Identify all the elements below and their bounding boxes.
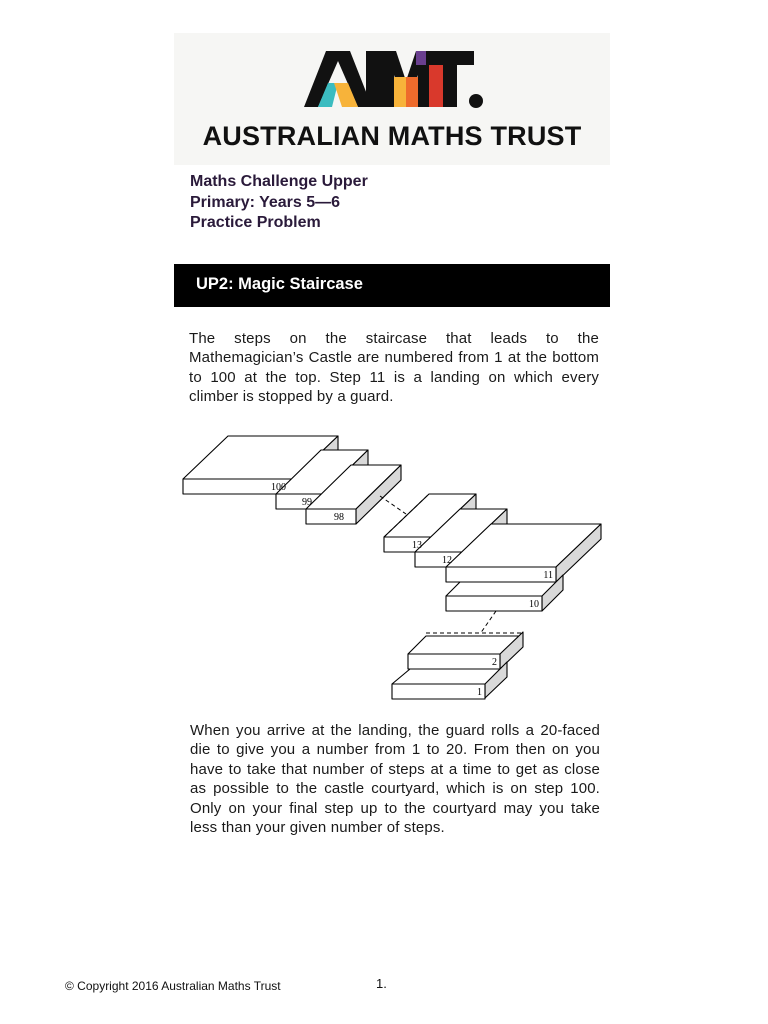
rules-paragraph: When you arrive at the landing, the guard rolls a 20-faced die to give you a number from 1 to 20. From then on you have to take that number of steps at a time to get as close as possible to the castle courtyard, which is on step 100. Only on your final step up to the courtyard may you take less than your given number of steps.: [190, 722, 600, 837]
step-label-2: 2: [492, 657, 497, 668]
heading-line-2: Primary: Years 5—6: [190, 193, 341, 211]
staircase-figure: [180, 430, 610, 705]
gap-connector-lower: [480, 611, 496, 634]
step-11-front: [446, 567, 556, 582]
step-1-front: [392, 684, 485, 699]
step-label-11: 11: [543, 570, 553, 581]
challenge-heading: [190, 172, 530, 234]
step-label-10: 10: [529, 599, 539, 610]
step-2-front: [408, 654, 500, 669]
heading-line-3: Practice Problem: [190, 214, 321, 231]
problem-title: UP2: Magic Staircase: [196, 275, 363, 293]
intro-paragraph: The steps on the staircase that leads to the Mathemagician’s Castle are numbered from 1 at the bottom to 100 at the top. Step 11 is a landing on which every climber is stopped by a guard.: [189, 330, 599, 406]
step-label-1: 1: [477, 687, 482, 698]
step-label-13: 13: [412, 540, 422, 551]
amt-logo: [304, 51, 484, 113]
step-label-100: 100: [271, 482, 286, 493]
step-label-98: 98: [334, 512, 344, 523]
footer-copyright: © Copyright 2016 Australian Maths Trust: [65, 979, 281, 993]
problem-banner: [174, 264, 610, 307]
step-10-front: [446, 596, 542, 611]
gap-connector-upper: [380, 496, 406, 514]
org-name: AUSTRALIAN MATHS TRUST: [202, 121, 582, 151]
heading-line-1: Maths Challenge Upper: [190, 173, 368, 190]
page-number: 1.: [376, 976, 387, 991]
step-label-12: 12: [442, 555, 452, 566]
step-98-front: [306, 509, 356, 524]
step-label-99: 99: [302, 497, 312, 508]
logo-panel: [174, 33, 610, 165]
